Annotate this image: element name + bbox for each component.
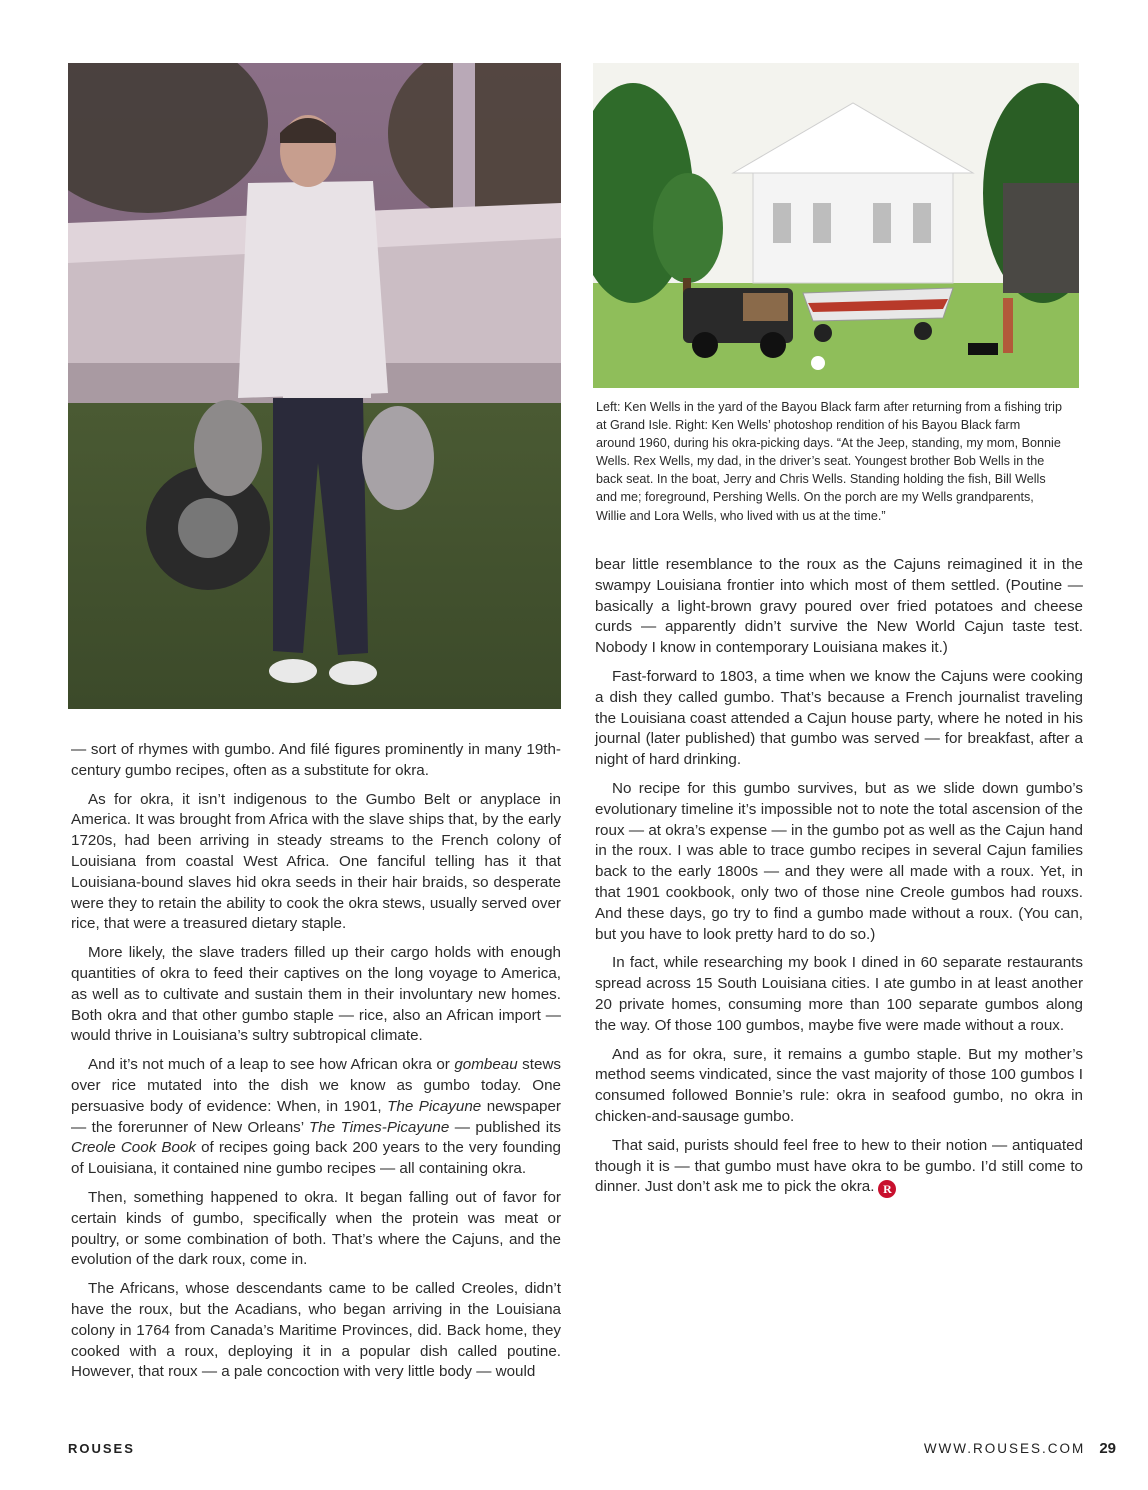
footer-brand: ROUSES <box>68 1441 135 1456</box>
paragraph-text: More likely, the slave traders filled up their cargo holds with enough quantities of okra to feed their captives on the long voyage to America, as well as to cultivate and sustain them in their involuntary new homes. Both okra and that other gumbo staple — rice, also an African import — would thrive in Louisiana’s sultry subtropical climate. <box>71 944 561 1045</box>
article-paragraph <box>595 555 1083 659</box>
paragraph-text: The Africans, whose descendants came to be called Creoles, didn’t have the roux, but the Acadians, who began arriving in the Louisiana colony in 1764 from Canada’s Maritime Provinces, did. Back home, they cooked with a roux, deploying it in a popular dish called poutine. However, that roux — a pale concoction with very little body — would <box>71 1280 561 1381</box>
article-paragraph <box>71 790 561 936</box>
paragraph-text: newspaper — the forerunner of New Orleans’ <box>71 1097 561 1136</box>
article-paragraph <box>71 1055 561 1180</box>
paragraph-text: — published its <box>449 1118 561 1136</box>
article-paragraph <box>71 1188 561 1271</box>
article-paragraph <box>71 943 561 1047</box>
page-number: 29 <box>1099 1440 1116 1457</box>
italic-title: gombeau <box>454 1056 518 1074</box>
photo-icon <box>68 63 561 709</box>
paragraph-text: stews over rice mutated into the dish we know as gumbo today. One persuasive body of evidence: When, in 1901, <box>71 1056 562 1115</box>
paragraph-text: Then, something happened to okra. It began falling out of favor for certain kinds of gumbo, specifically when the protein was meat or poultry, or some combination of both. That’s where the Cajuns, and the evolution of the dark roux, come in. <box>71 1188 561 1269</box>
paragraph-text: bear little resemblance to the roux as the Cajuns reimagined it in the swampy Louisiana frontier into which most of them settled. (Poutine — basically a light-brown gravy poured over fried potatoes and cheese curds — apparently didn’t survive the New World Cajun taste test. Nobody I know in contemporary Louisiana makes it.) <box>595 556 1083 657</box>
article-column-left <box>71 740 561 1391</box>
photo-caption: Left: Ken Wells in the yard of the Bayou Black farm after returning from a fishing trip at Grand Isle. Right: Ken Wells’ photoshop rendition of his Bayou Black farm around 1960, during his okra-picking days. “At the Jeep, standing, my mom, Bonnie Wells. Rex Wells, my dad, in the driver’s seat. Youngest brother Bob Wells in the back seat. In the boat, Jerry and Chris Wells. Standing holding the fish, Bill Wells and me; foreground, Pershing Wells. On the porch are my Wells grandparents, Willie and Lora Wells, who lived with us at the time.” <box>596 400 1062 523</box>
article-paragraph <box>71 1279 561 1383</box>
article-paragraph <box>595 779 1083 945</box>
footer-url[interactable]: WWW.ROUSES.COM <box>923 1441 1086 1456</box>
article-paragraph <box>595 667 1083 771</box>
italic-title: The Picayune <box>387 1097 482 1115</box>
article-paragraph <box>595 1136 1083 1199</box>
photo-icon <box>593 63 1079 388</box>
footer-right <box>924 1440 1116 1457</box>
paragraph-text: — sort of rhymes with gumbo. And filé figures prominently in many 19th-century gumbo recipes, often as a substitute for okra. <box>71 741 561 779</box>
paragraph-text: And it’s not much of a leap to see how African okra or <box>88 1056 455 1074</box>
italic-title: The Times-Picayune <box>308 1118 450 1136</box>
paragraph-text: In fact, while researching my book I dined in 60 separate restaurants spread across 15 South Louisiana cities. I ate gumbo in at least another 20 private homes, consuming more than 100 separate gumbos along the way. Of those 100 gumbos, maybe five were made without a roux. <box>595 954 1083 1034</box>
paragraph-text: Fast-forward to 1803, a time when we know the Cajuns were cooking a dish they called gumbo. That’s because a French journalist traveling the Louisiana coast attended a Cajun house party, where he noted in his journal (later published) that gumbo was served — for breakfast, after a night of hard drinking. <box>595 667 1083 769</box>
paragraph-text: of recipes going back 200 years to the very founding of Louisiana, it contained nine gumbo recipes — all containing okra. <box>71 1139 561 1178</box>
article-column-right <box>595 555 1083 1206</box>
paragraph-text: No recipe for this gumbo survives, but as we slide down gumbo’s evolutionary timeline it’s impossible not to note the total ascension of the roux — at okra’s expense — in the gumbo pot as well as the Cajun hand in the roux. I was able to trace gumbo recipes in several Cajun families back to the early 1800s — and they were all made with a roux. Yet, in that 1901 cookbook, only two of those nine Creole gumbos had rouxs. And these days, go try to find a gumbo made without a roux. (You can, but you have to look pretty hard to do so.) <box>595 779 1083 943</box>
article-paragraph <box>595 953 1083 1036</box>
article-paragraph <box>71 740 561 782</box>
paragraph-text: That said, purists should feel free to hew to their notion — antiquated though it is — that gumbo must have okra to be gumbo. I’d still come to dinner. Just don’t ask me to pick the okra. <box>595 1136 1083 1196</box>
article-paragraph <box>595 1045 1083 1128</box>
end-mark-icon: R <box>878 1180 896 1198</box>
photo-boy-with-fish <box>68 63 561 709</box>
paragraph-text: As for okra, it isn’t indigenous to the Gumbo Belt or anyplace in America. It was brought from Africa with the slave ships that, by the early 1720s, had been arriving in steady streams to the French colony of Louisiana from coastal West Africa. One fanciful telling has it that Louisiana-bound slaves hid okra seeds in their hair braids, so desperate were they to retain the ability to cook the okra stews, usually served over rice, that were a treasured dietary staple. <box>71 790 561 933</box>
italic-title: Creole Cook Book <box>71 1139 196 1157</box>
paragraph-text: And as for okra, sure, it remains a gumbo staple. But my mother’s method seems vindicated, since the vast majority of those 100 gumbos I consumed followed Bonnie’s rule: okra in seafood gumbo, no okra in chicken-and-sausage gumbo. <box>595 1045 1083 1125</box>
photo-farmhouse-rendition <box>593 63 1079 388</box>
